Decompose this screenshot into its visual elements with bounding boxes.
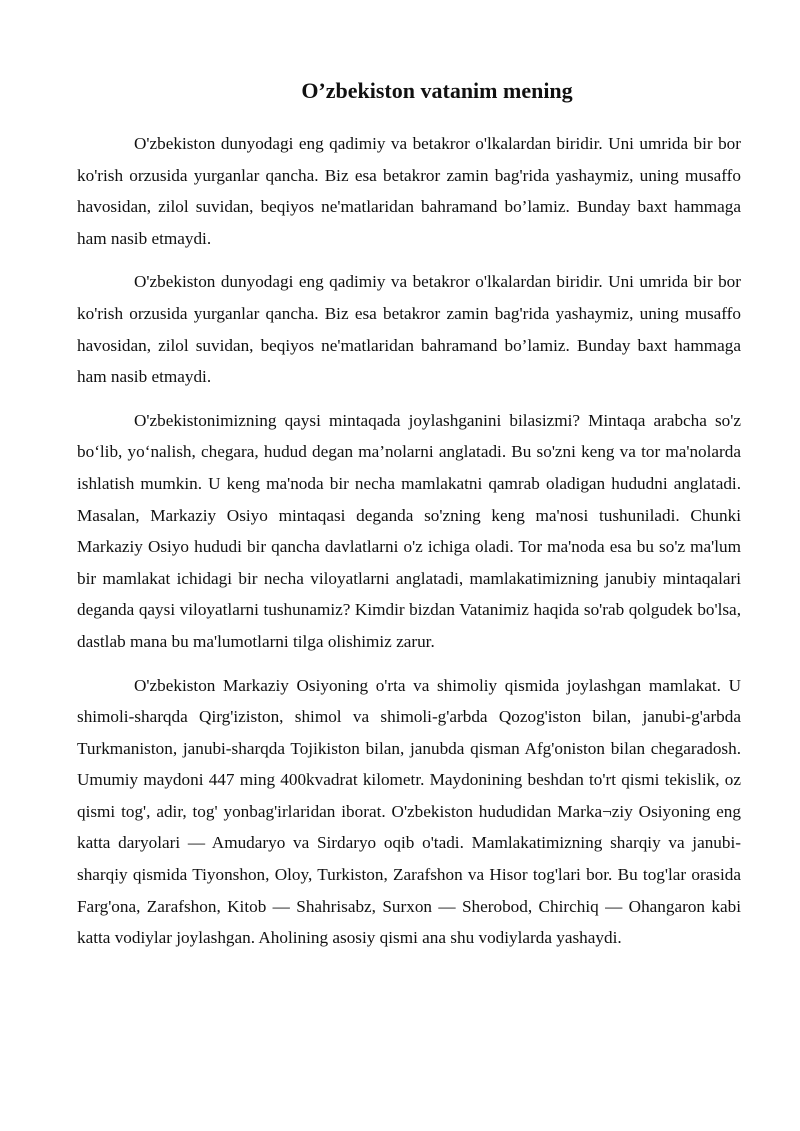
paragraph-2: O'zbekiston dunyodagi eng qadimiy va betakror o'lkalardan biridir. Uni umrida bir bor ko'rish orzusida yurganlar qancha. Biz esa betakror zamin bag'rida yashaymiz, uning musaffo havosidan, zilol suvidan, beqiyos ne'matlaridan bahramand bo’lamiz. Bunday baxt hammaga ham nasib etmaydi. xyxy=(77,272,741,387)
document-body xyxy=(77,128,741,966)
page-title: O’zbekiston vatanim mening xyxy=(301,78,573,103)
document-page xyxy=(77,0,741,1131)
paragraph-3: O'zbekistonimizning qaysi mintaqada joylashganini bilasizmi? Mintaqa arabcha so'z boʻlib, yoʻnalish, chegara, hudud degan ma’nolarni anglatadi. Bu so'zni keng va tor ma'nolarda ishlatish mumkin. U keng ma'noda bir necha mamlakatni qamrab oladigan hududni anglatadi. Masalan, Markaziy Osiyo mintaqasi deganda so'zning keng ma'nosi tushuniladi. Chunki Markaziy Osiyo hududi bir qancha davlatlarni o'z ichiga oladi. Tor ma'noda esa bu so'z ma'lum bir mamlakat ichidagi bir necha viloyatlarni anglatadi, mamlakatimizning janubiy mintaqalari deganda qaysi viloyatlarni tushunamiz? Kimdir bizdan Vatanimiz haqida so'rab qolgudek bo'lsa, dastlab mana bu ma'lumotlarni tilga olishimiz zarur. xyxy=(77,410,741,651)
paragraph-4: O'zbekiston Markaziy Osiyoning o'rta va shimoliy qismida joylashgan mamlakat. U shimoli-sharqda Qirg'iziston, shimol va shimoli-g'arbda Qozog'iston bilan, janubi-g'arbda Turkmaniston, janubi-sharqda Tojikiston bilan, janubda qisman Afg'oniston bilan chegaradosh. Umumiy maydoni 447 ming 400kvadrat kilometr. Maydonining beshdan to'rt qismi tekislik, oz qismi tog', adir, tog' yonbag'irlaridan iborat. O'zbekiston hududidan Marka¬ziy Osiyoning eng katta daryolari — Amudaryo va Sirdaryo oqib o'tadi. Mamlakatimizning sharqiy va janubi-sharqiy qismida Tiyonshon, Oloy, Turkiston, Zarafshon va Hisor tog'lari bor. Bu tog'lar orasida Farg'ona, Zarafshon, Kitob — Shahrisabz, Surxon — Sherobod, Chirchiq — Ohangaron kabi katta vodiylar joylashgan. Aholining asosiy qismi ana shu vodiylarda yashaydi. xyxy=(77,675,741,948)
paragraph-1: O'zbekiston dunyodagi eng qadimiy va betakror o'lkalardan biridir. Uni umrida bir bor ko'rish orzusida yurganlar qancha. Biz esa betakror zamin bag'rida yashaymiz, uning musaffo havosidan, zilol suvidan, beqiyos ne'matlaridan bahramand bo’lamiz. Bunday baxt hammaga ham nasib etmaydi. xyxy=(77,134,741,248)
